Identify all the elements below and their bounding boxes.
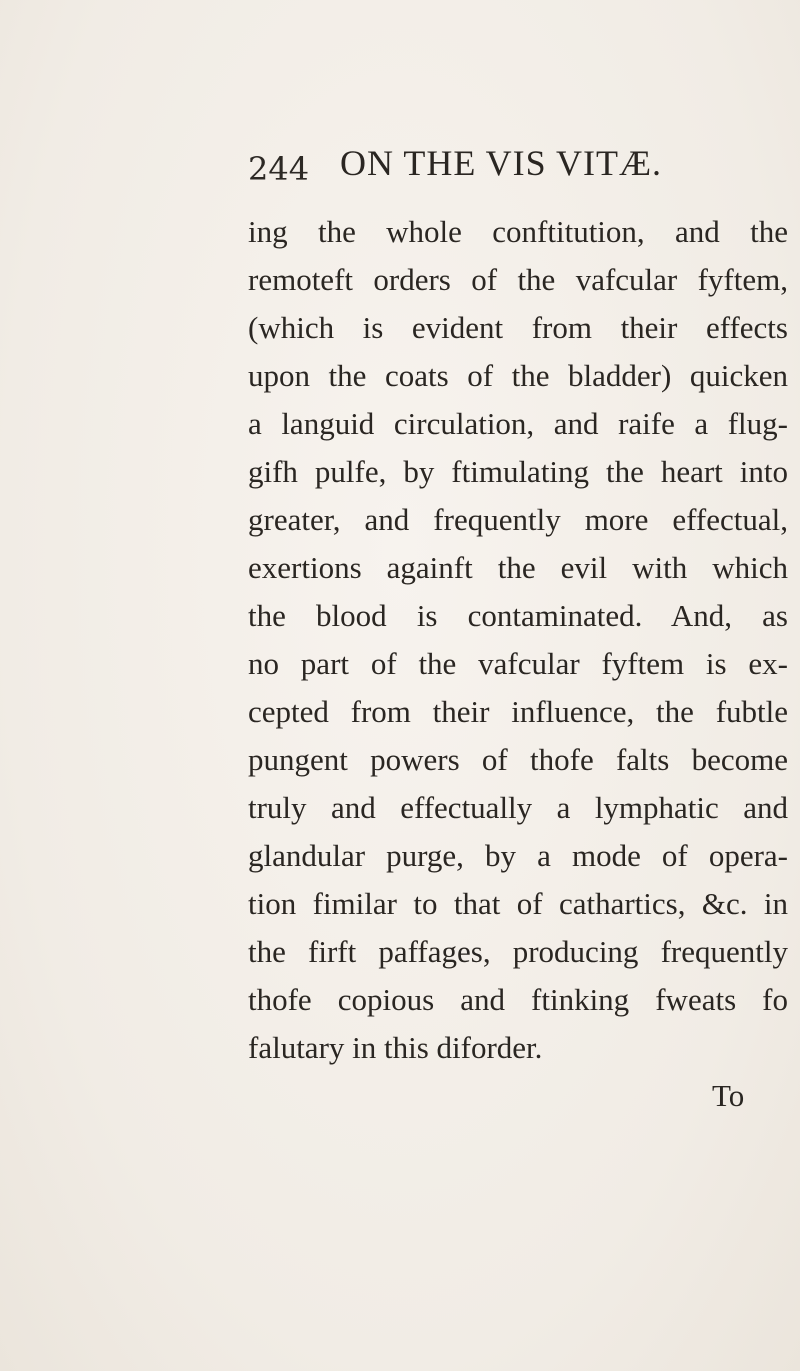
- page-header: [248, 140, 768, 190]
- text-line: no part of the vafcular fyftem is ex-: [248, 646, 788, 681]
- text-line: gifh pulfe, by ftimulating the heart into: [248, 454, 788, 489]
- text-line: thofe copious and ftinking fweats fo: [248, 982, 788, 1017]
- text-line: ing the whole conftitution, and the: [248, 214, 788, 249]
- text-line: (which is evident from their effects: [248, 310, 788, 345]
- page-number: 244: [248, 150, 310, 188]
- text-line: cepted from their influence, the fubtle: [248, 694, 788, 729]
- catchword: To: [712, 1078, 745, 1113]
- text-line: glandular purge, by a mode of opera-: [248, 838, 788, 873]
- text-line: falutary in this diforder.: [248, 1030, 543, 1065]
- running-head: ON THE VIS VITÆ.: [340, 143, 663, 183]
- text-line: exertions againft the evil with which: [248, 550, 788, 585]
- text-line: tion fimilar to that of cathartics, &c. in: [248, 886, 788, 921]
- text-line: greater, and frequently more effectual,: [248, 502, 788, 537]
- text-line: remoteft orders of the vafcular fyftem,: [248, 262, 788, 297]
- text-line: a languid circulation, and raife a flug-: [248, 406, 788, 441]
- text-line: the blood is contaminated. And, as: [248, 598, 788, 633]
- text-line: the firft paffages, producing frequently: [248, 934, 788, 969]
- body-text: [248, 208, 788, 1072]
- text-line: pungent powers of thofe falts become: [248, 742, 788, 777]
- text-line: upon the coats of the bladder) quicken: [248, 358, 788, 393]
- text-line: truly and effectually a lymphatic and: [248, 790, 788, 825]
